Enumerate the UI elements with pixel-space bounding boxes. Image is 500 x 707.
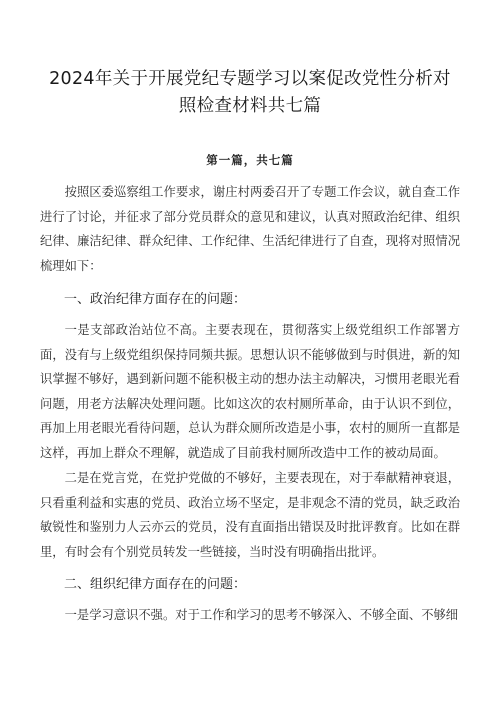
section-1-paragraph-1: 一是支部政治站位不高。主要表现在，贯彻落实上级党组织工作部署方面，没有与上级党组织保持同频共振。思想认识不能够做到与时俱进，新的知识掌握不够好，遇到新问题不能积极主动的想办法主动解决，习惯用老眼光看问题，用老方法解决处理问题。比如这次的农村厕所革命，由于认识不到位，再加上用老眼光看待问题，总认为群众厕所改造是小事，农村的厕所一直都是这样，再加上群众不理解，就造成了目前我村厕所改造中工作的被动局面。 <box>40 323 460 460</box>
intro-paragraph: 按照区委巡察组工作要求，谢庄村两委召开了专题工作会议，就自查工作进行了讨论，并征求了部分党员群众的意见和建议，认真对照政治纪律、组织纪律、廉洁纪律、群众纪律、工作纪律、生活纪律进行了自查，现将对照情况梳理如下： <box>40 185 460 273</box>
document-title-line-2: 照检查材料共七篇 <box>178 96 322 116</box>
document-title <box>40 66 460 120</box>
section-heading-organizational-discipline: 二、组织纪律方面存在的问题： <box>64 577 247 592</box>
document-title-line-1: 2024年关于开展党纪专题学习以案促改党性分析对 <box>49 69 451 89</box>
section-2-paragraph-1: 一是学习意识不强。对于工作和学习的思考不够深入、不够全面、不够细 <box>64 608 459 622</box>
section-heading-political-discipline: 一、政治纪律方面存在的问题： <box>64 292 247 307</box>
section-1-paragraph-2: 二是在党言党，在党护党做的不够好，主要表现在，对于奉献精神衰退，只看重利益和实惠的党员、政治立场不坚定，是非观念不清的党员，缺乏政治敏锐性和鉴别力人云亦云的党员，没有直面指出错误及时批评教育。比如在群里，有时会有个别党员转发一些链接，当时没有明确指出批评。 <box>40 471 460 559</box>
document-subtitle: 第一篇，共七篇 <box>206 153 294 167</box>
